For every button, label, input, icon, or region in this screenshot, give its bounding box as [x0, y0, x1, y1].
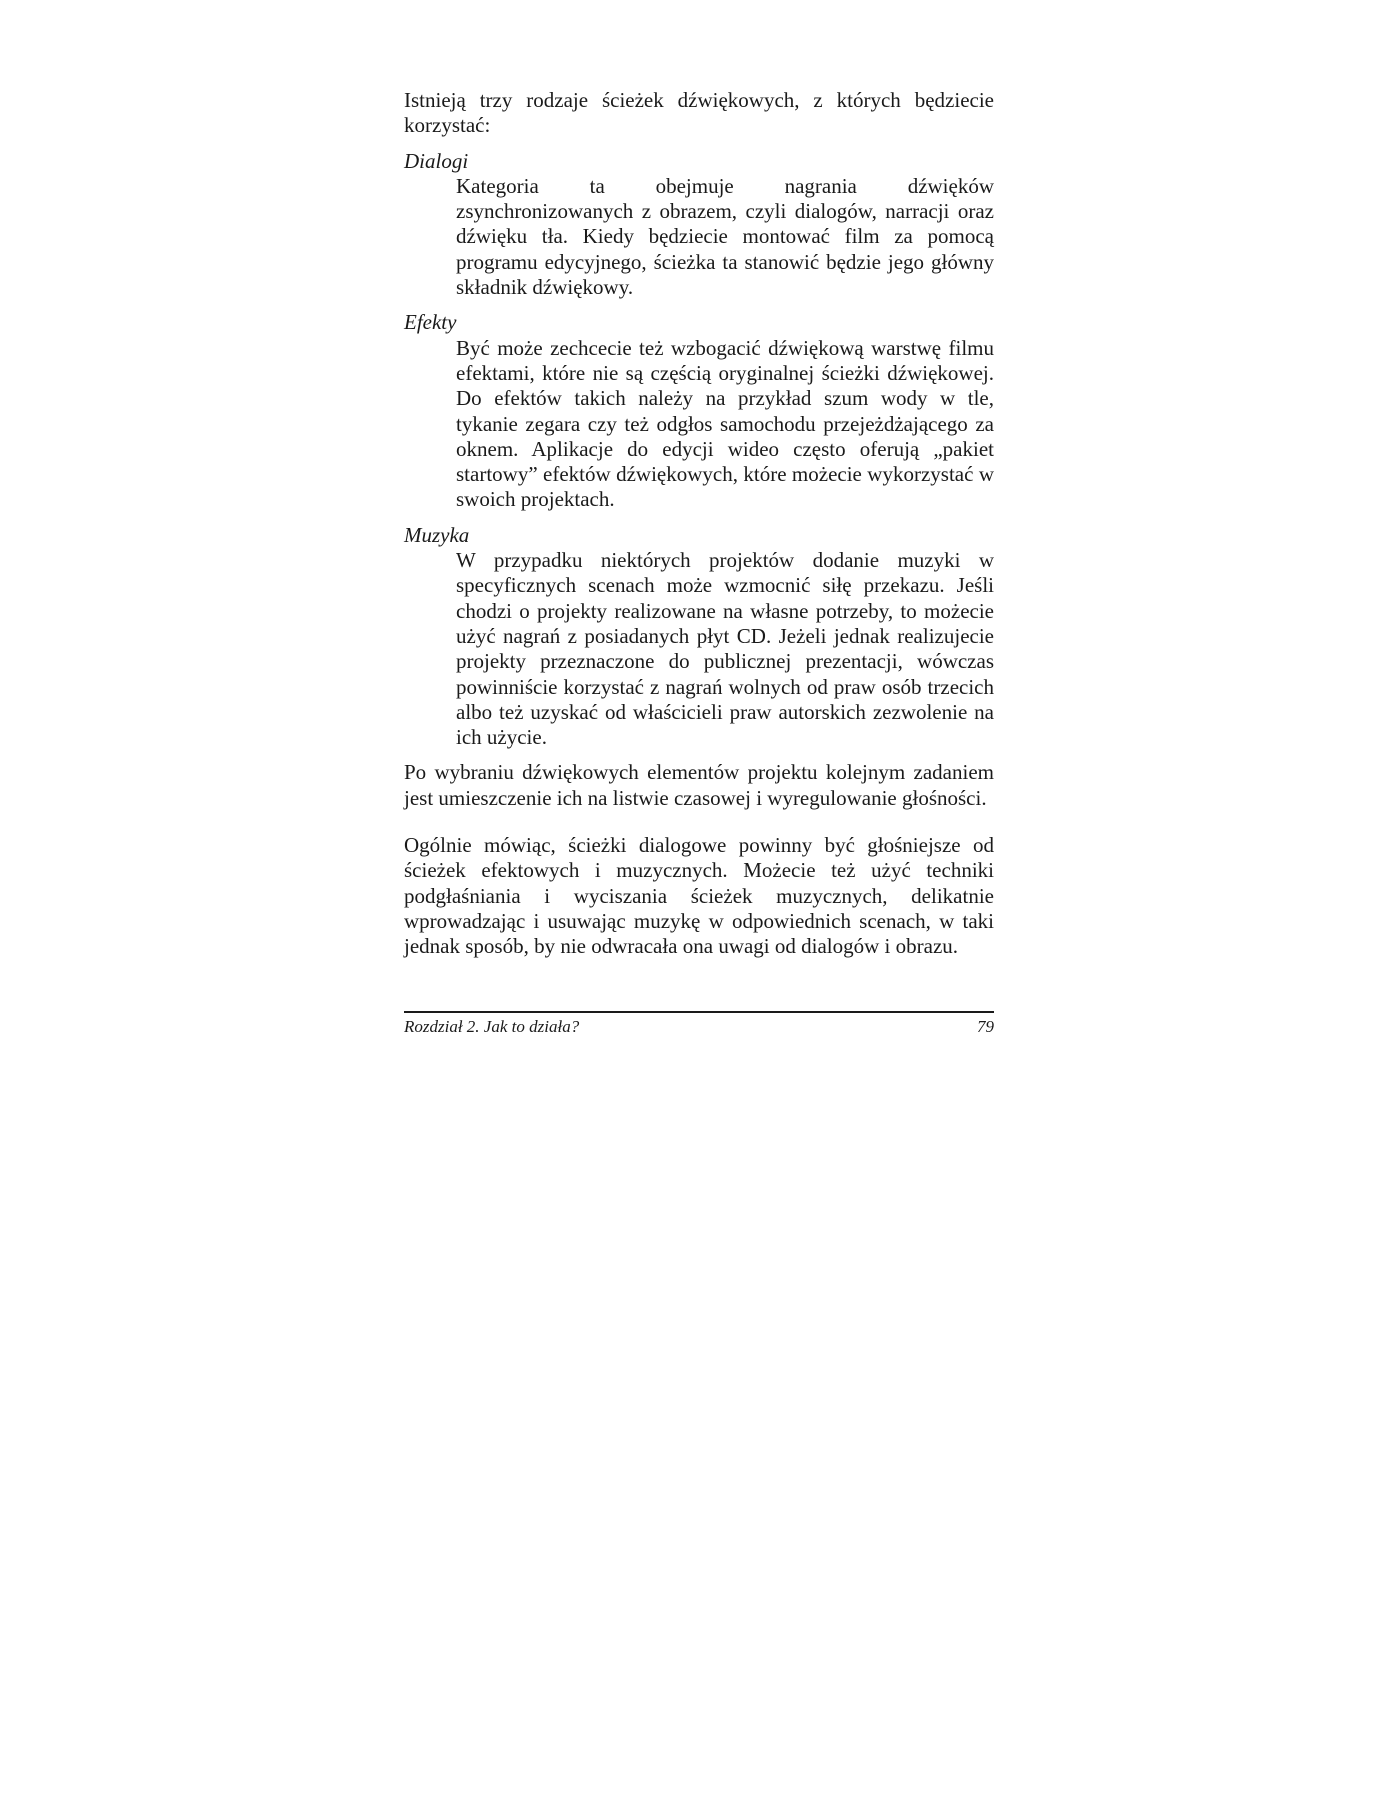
body-paragraph: Po wybraniu dźwiękowych elementów projektu kolejnym zadaniem jest umieszczenie ich na listwie czasowej i wyregulowanie głośności. — [404, 760, 994, 810]
page-body — [404, 88, 994, 960]
definition-dialogi: Kategoria ta obejmuje nagrania dźwięków zsynchronizowanych z obrazem, czyli dialogów, narracji oraz dźwięku tła. Kiedy będziecie montować film za pomocą programu edycyjnego, ścieżka ta stanowić będzie jego główny składnik dźwiękowy. — [456, 173, 994, 300]
definition-efekty: Być może zechcecie też wzbogacić dźwiękową warstwę filmu efektami, które nie są częścią oryginalnej ścieżki dźwiękowej. Do efektów takich należy na przykład szum wody w tle, tykanie zegara czy też odgłos samochodu przejeżdżającego za oknem. Aplikacje do edycji wideo często oferują „pakiet startowy” efektów dźwiękowych, które możecie wykorzystać w swoich projektach. — [456, 335, 994, 512]
page-number: 79 — [977, 1017, 994, 1036]
definition-muzyka: W przypadku niektórych projektów dodanie muzyki w specyficznych scenach może wzmocnić siłę przekazu. Jeśli chodzi o projekty realizowane na własne potrzeby, to możecie użyć nagrań z posiadanych płyt CD. Jeżeli jednak realizujecie projekty przeznaczone do publicznej prezentacji, wówczas powinniście korzystać z nagrań wolnych od praw osób trzecich albo też uzyskać od właścicieli praw autorskich zezwolenie na ich użycie. — [456, 548, 994, 750]
body-paragraph: Ogólnie mówiąc, ścieżki dialogowe powinny być głośniejsze od ścieżek efektowych i muzycznych. Możecie też użyć techniki podgłaśniania i wyciszania ścieżek muzycznych, delikatnie wprowadzając i usuwając muzykę w odpowiednich scenach, w taki jednak sposób, by nie odwracała ona uwagi od dialogów i obrazu. — [404, 833, 994, 959]
term-efekty: Efekty — [404, 310, 457, 335]
page-footer — [404, 1017, 994, 1037]
intro-paragraph: Istnieją trzy rodzaje ścieżek dźwiękowych, z których będziecie korzystać: — [404, 88, 994, 138]
term-muzyka: Muzyka — [404, 522, 470, 547]
term-dialogi: Dialogi — [404, 148, 469, 173]
footer-chapter-title: Rozdział 2. Jak to działa? — [404, 1017, 580, 1036]
footer-rule — [404, 1011, 994, 1013]
